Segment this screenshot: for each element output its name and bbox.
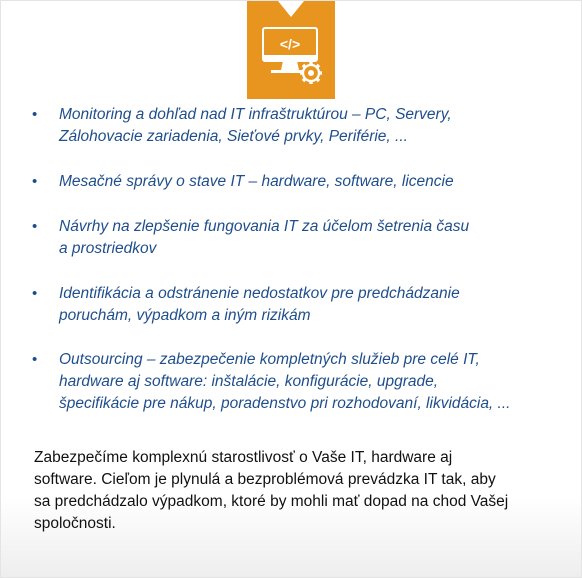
summary-line: Zabezpečíme komplexnú starostlivosť o Vaše IT, hardware aj [34,449,453,466]
service-item-line: Monitoring a dohľad nad IT infraštruktúrou – PC, Servery, [59,106,452,123]
code-symbol-icon: </> [279,36,301,52]
service-item-line: Outsourcing – zabezpečenie kompletných služieb pre celé IT, [59,351,480,368]
bullet-icon: • [32,173,38,190]
summary-paragraph [34,447,554,535]
service-item-line: Mesačné správy o stave IT – hardware, software, licencie [59,173,454,190]
service-item-outsourcing [32,349,559,415]
service-item-reports [32,171,559,193]
service-item-line: poruchám, výpadkom a iným rizikám [59,307,311,324]
service-item-monitoring [32,104,559,148]
summary-line: sa predchádzalo výpadkom, ktoré by mohli mať dopad na chod Vašej [34,493,509,510]
computer-code-gear-icon [247,1,335,99]
service-item-line: Zálohovacie zariadenia, Sieťové prvky, Periférie, ... [59,128,408,145]
summary-line: spoločnosti. [34,515,116,532]
service-item-line: Návrhy na zlepšenie fungovania IT za účelom šetrenia času [59,218,470,235]
service-item-line: a prostriedkov [59,240,157,257]
bullet-icon: • [32,351,38,368]
service-item-improvements [32,216,559,260]
service-item-line: Identifikácia a odstránenie nedostatkov pre predchádzanie [59,285,460,302]
bullet-icon: • [32,106,38,123]
service-item-line: hardware aj software: inštalácie, konfigurácie, upgrade, [59,373,439,390]
service-item-identification [32,283,559,327]
bullet-icon: • [32,218,38,235]
summary-line: software. Cieľom je plynulá a bezproblémová prevádzka IT tak, aby [34,471,496,488]
bullet-icon: • [32,285,38,302]
service-badge [247,1,335,99]
service-item-line: špecifikácie pre nákup, poradenstvo pri rozhodovaní, likvidácia, ... [59,395,511,412]
